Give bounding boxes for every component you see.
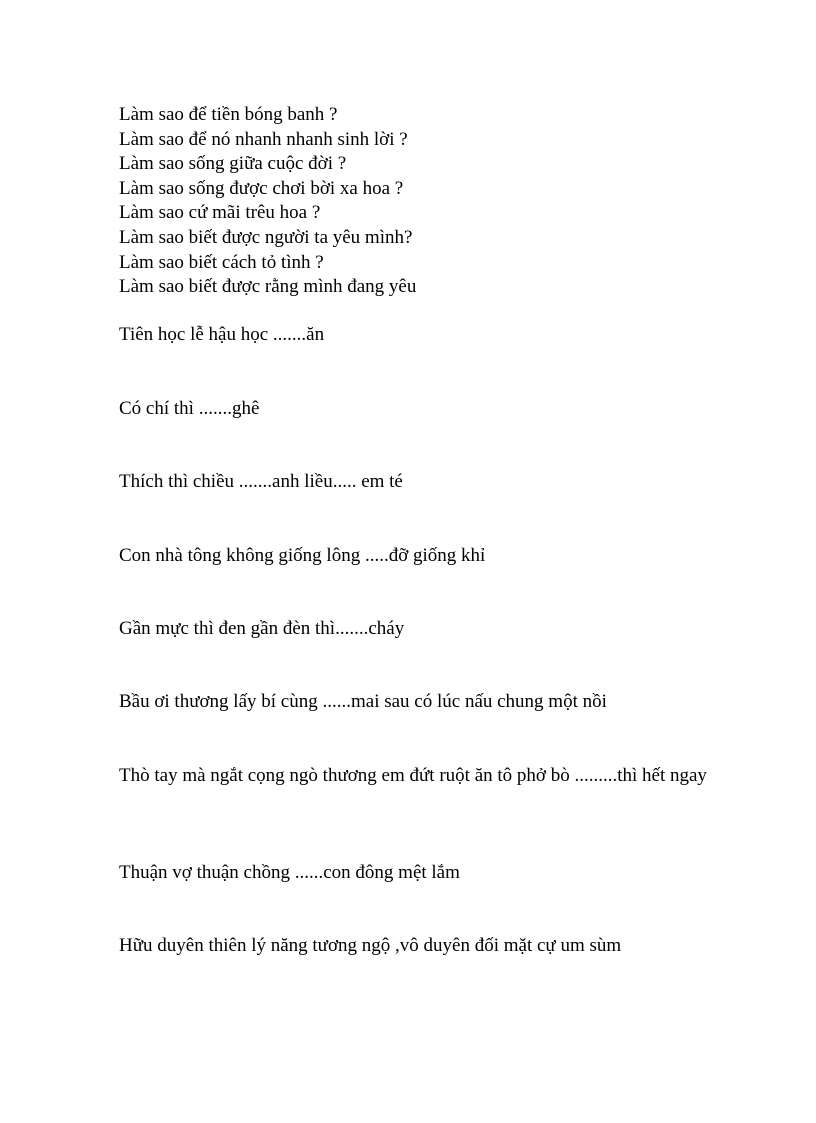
poem-line: Làm sao biết cách tỏ tình ?: [119, 251, 324, 273]
saying-paragraph: Bầu ơi thương lấy bí cùng ......mai sau có lúc nấu chung một nồi: [119, 691, 607, 712]
poem-line: Làm sao để tiền bóng banh ?: [119, 104, 338, 125]
poem-line: Làm sao biết được người ta yêu mình?: [119, 226, 413, 248]
saying-paragraph: Hữu duyên thiên lý năng tương ngộ ,vô duyên đối mặt cự um sùm: [119, 935, 622, 956]
poem-line: Làm sao sống giữa cuộc đời ?: [119, 153, 347, 175]
saying-paragraph: Thích thì chiều .......anh liều..... em té: [119, 471, 403, 492]
saying-paragraph: Có chí thì .......ghê: [119, 398, 260, 419]
saying-paragraph: Thò tay mà ngắt cọng ngò thương em đứt ruột ăn tô phở bò .........thì hết ngay: [119, 765, 707, 786]
saying-paragraph: Tiên học lễ hậu học .......ăn: [119, 324, 325, 345]
poem-block: [119, 103, 416, 300]
poem-line: Làm sao cứ mãi trêu hoa ?: [119, 202, 321, 224]
poem-line: Làm sao để nó nhanh nhanh sinh lời ?: [119, 128, 408, 150]
poem-line: Làm sao sống được chơi bời xa hoa ?: [119, 177, 404, 199]
saying-paragraph: Thuận vợ thuận chồng ......con đông mệt lắm: [119, 862, 460, 883]
poem-line: Làm sao biết được rằng mình đang yêu: [119, 276, 417, 298]
saying-paragraph: Con nhà tông không giống lông .....đỡ giống khỉ: [119, 545, 486, 566]
saying-paragraph: Gần mực thì đen gần đèn thì.......cháy: [119, 618, 405, 639]
